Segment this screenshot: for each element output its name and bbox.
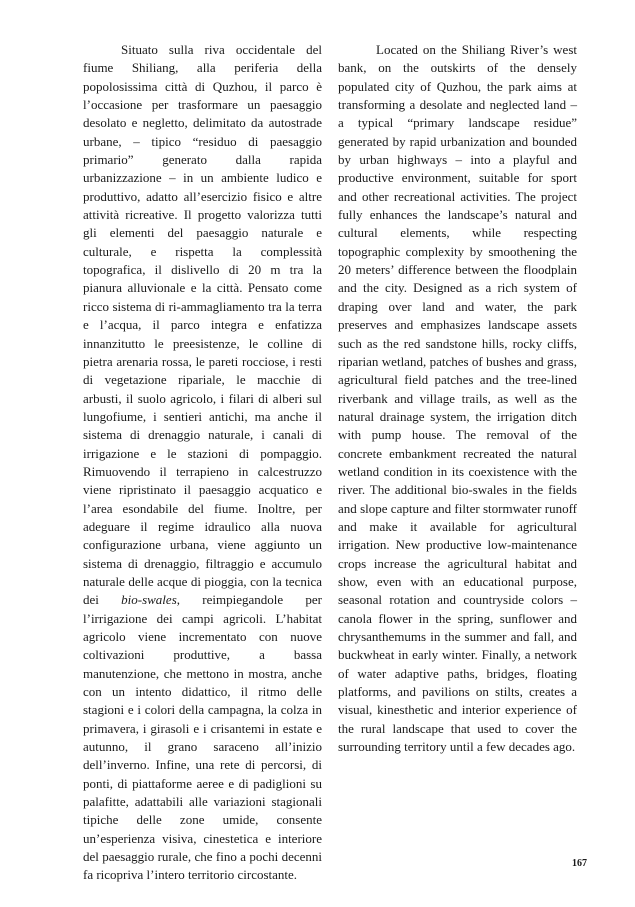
italian-text-column [83,41,322,885]
italian-paragraph [83,41,322,885]
italian-text-part1: Situato sulla riva occidentale del fiume Shiliang, alla periferia della popolosissima città di Quzhou, il parco è l’occasione per trasformare un paesaggio desolato e negletto, delimitato da autostrade urbane, – tipico “residuo di paesaggio primario” generato dalla rapida urbanizzazione – in un ambiente ludico e produttivo, adatto all’esercizio fisico e altre attività ricreative. Il progetto valorizza tutti gli elementi del paesaggio naturale e culturale, e rispetta la complessità topografica, il dislivello di 20 m tra la pianura alluvionale e la città. Pensato come ricco sistema di ri-ammagliamento tra la terra e l’acqua, il parco integra e enfatizza innanzitutto le preesistenze, le colline di pietra arenaria rossa, le pareti rocciose, i resti di vegetazione ripariale, le macchie di arbusti, il suolo agricolo, i filari di alberi sul lungofiume, i sentieri antichi, ma anche il sistema di drenaggio naturale, i canali di irrigazione e le stazioni di pompaggio. Rimuovendo il terrapieno in calcestruzzo viene ripristinato il paesaggio acquatico e l’area esondabile del fiume. Inoltre, per adeguare il regime idraulico alla nuova configurazione urbana, viene aggiunto un sistema di drenaggio, filtraggio e accumulo naturale delle acque di pioggia, con la tecnica dei [83,42,322,608]
english-paragraph: Located on the Shiliang River’s west bank, on the outskirts of the densely populated city of Quzhou, the park aims at transforming a desolate and neglected land – a typical “primary landscape residue” generated by rapid urbanization and bounded by urban highways – into a playful and productive environment, suitable for sport and other recreational activities. The project fully enhances the landscape’s natural and cultural elements, while respecting topographic complexity by smoothening the 20 meters’ difference between the floodplain and the city. Designed as a rich system of draping over land and water, the park preserves and emphasizes landscape assets such as the red sandstone hills, rocky cliffs, riparian wetland, patches of bushes and grass, agricultural field patches and the tree-lined riverbank and village trails, as well as the natural drainage system, the irrigation ditch with pump house. The removal of the concrete embankment recreated the natural wetland condition in its coexistence with the river. The additional bio-swales in the fields and slope capture and filter stormwater runoff and make it available for agricultural irrigation. New productive low-maintenance crops increase the agricultural habitat and show, even with an educational purpose, seasonal rotation and countryside colors – canola flower in the spring, sunflower and chrysanthemums in the summer and fall, and buckwheat in early winter. Finally, a network of water adaptive paths, bridges, floating platforms, and pavilions on stilts, creates a visual, kinesthetic and interior experience of the rural landscape that used to cover the surrounding territory until a few decades ago. [338,42,577,755]
italian-text-part2: , reimpiegandole per l’irrigazione dei campi agricoli. L’habitat agricolo viene incrementato con nuove coltivazioni produttive, a bassa manutenzione, che mettono in mostra, anche con un intento didattico, il ritmo delle stagioni e i colori della campagna, la colza in primavera, i girasoli e i crisantemi in estate e autunno, il grano saraceno all’inizio dell’inverno. Infine, una rete di percorsi, di ponti, di piattaforme aeree e di padiglioni su palafitte, adattabili alle variazioni stagionali tipiche delle zone umide, consente un’esperienza visiva, cinestetica e interiore del paesaggio rurale, che fino a pochi decenni fa ricopriva l’intero territorio circostante. [83,592,322,883]
english-text-column [338,41,577,756]
page-number: 167 [572,858,587,869]
italic-term-bio-swales: bio-swales [121,592,177,608]
